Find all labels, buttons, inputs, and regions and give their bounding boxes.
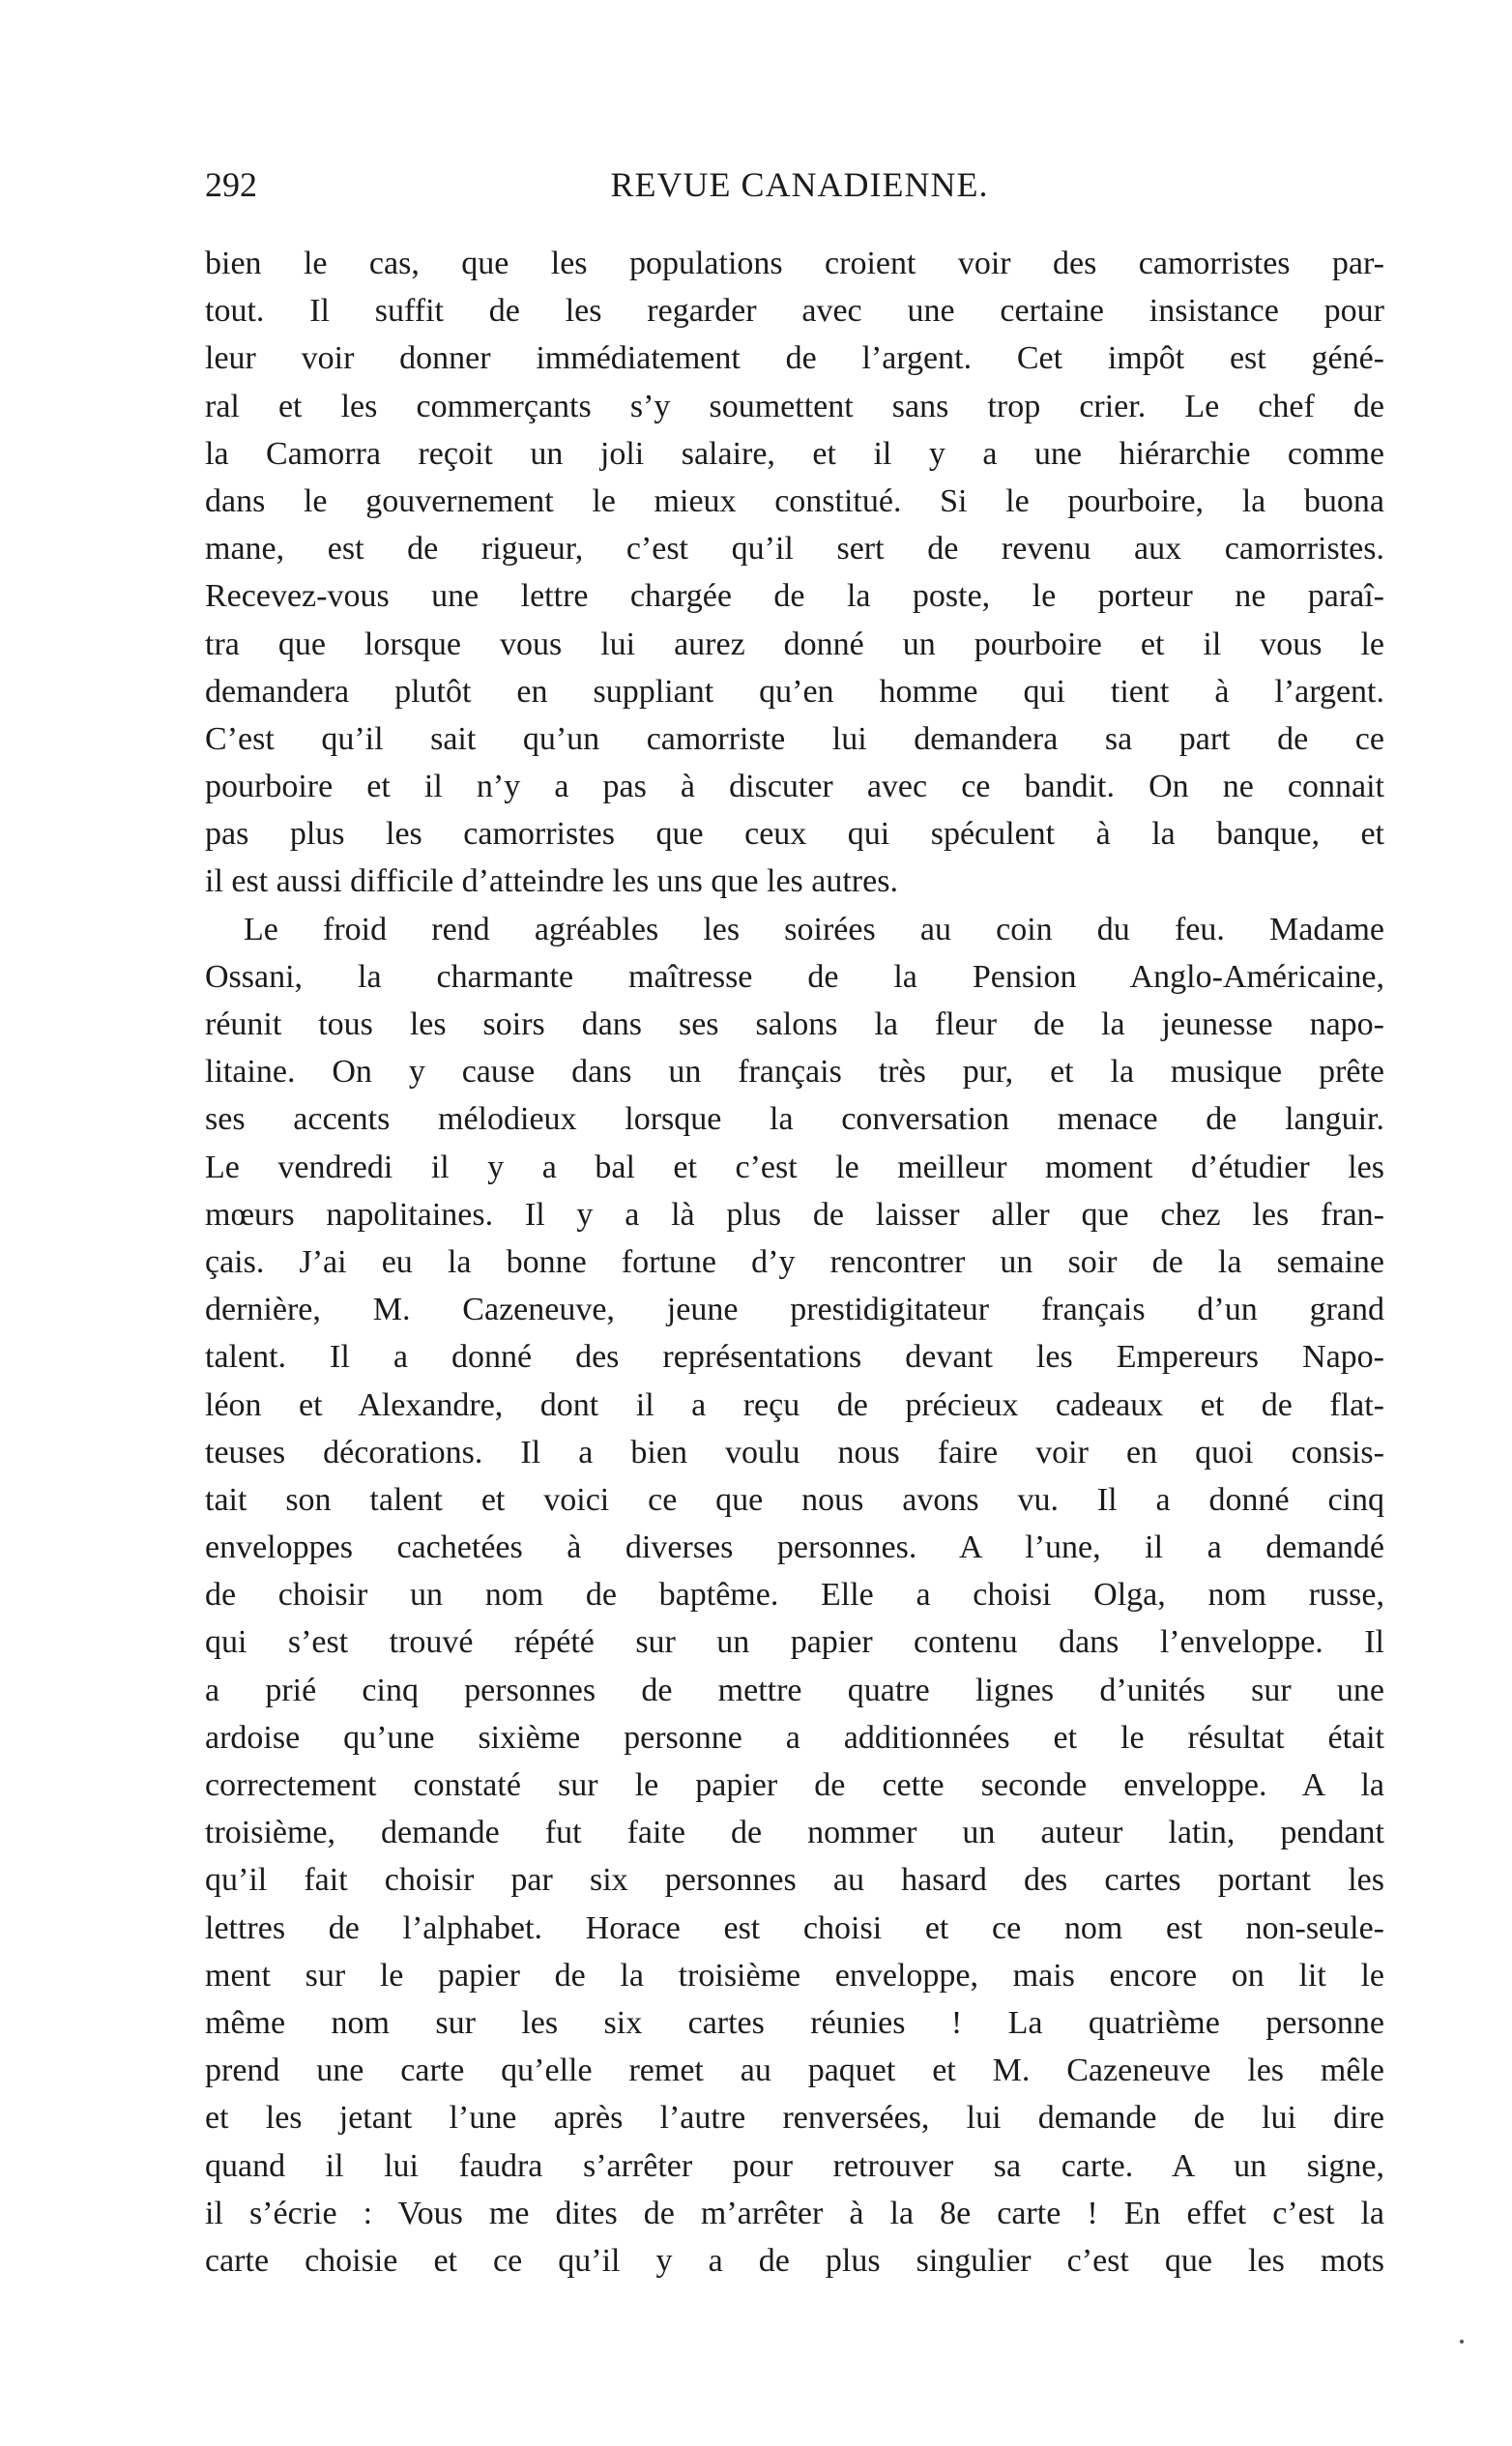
text-line: la Camorra reçoit un joli salaire, et il y a une hiérarchie comme [205, 435, 1384, 472]
text-line: Le vendredi il y a bal et c’est le meilleur moment d’étudier les [205, 1149, 1384, 1185]
text-line: Recevez-vous une lettre chargée de la poste, le porteur ne paraî- [205, 578, 1384, 615]
page-number: 292 [205, 165, 257, 204]
text-line: C’est qu’il sait qu’un camorriste lui demandera sa part de ce [205, 720, 1384, 757]
text-line: léon et Alexandre, dont il a reçu de précieux cadeaux et de flat- [205, 1386, 1384, 1423]
running-head: REVUE CANADIENNE. [610, 165, 989, 204]
text-line: lettres de l’alphabet. Horace est choisi et ce nom est non-seule- [205, 1909, 1384, 1946]
text-line: çais. J’ai eu la bonne fortune d’y rencontrer un soir de la semaine [205, 1243, 1384, 1280]
text-line: correctement constaté sur le papier de cette seconde enveloppe. A la [205, 1767, 1384, 1803]
text-line: tout. Il suffit de les regarder avec une certaine insistance pour [205, 293, 1384, 330]
text-line: ral et les commerçants s’y soumettent sans trop crier. Le chef de [205, 388, 1384, 424]
text-line: pas plus les camorristes que ceux qui spéculent à la banque, et [205, 816, 1384, 853]
page-header [205, 162, 1394, 207]
text-line: Ossani, la charmante maîtresse de la Pension Anglo-Américaine, [205, 958, 1384, 995]
text-line: bien le cas, que les populations croient voir des camorristes par- [205, 246, 1384, 281]
text-line: troisième, demande fut faite de nommer un auteur latin, pendant [205, 1815, 1384, 1851]
text-line: même nom sur les six cartes réunies ! La quatrième personne [205, 2004, 1384, 2041]
text-line: ment sur le papier de la troisième enveloppe, mais encore on lit le [205, 1957, 1384, 1994]
text-line: tra que lorsque vous lui aurez donné un pourboire et il vous le [205, 626, 1384, 662]
text-line: carte choisie et ce qu’il y a de plus singulier c’est que les mots [205, 2242, 1384, 2279]
text-line: pourboire et il n’y a pas à discuter avec ce bandit. On ne connait [205, 769, 1384, 805]
text-line: qui s’est trouvé répété sur un papier contenu dans l’enveloppe. Il [205, 1624, 1384, 1661]
text-line: qu’il fait choisir par six personnes au hasard des cartes portant les [205, 1862, 1384, 1899]
text-line: prend une carte qu’elle remet au paquet et M. Cazeneuve les mêle [205, 2053, 1384, 2089]
text-line: ses accents mélodieux lorsque la conversation menace de languir. [205, 1101, 1384, 1138]
text-line: réunit tous les soirs dans ses salons la fleur de la jeunesse napo- [205, 1006, 1384, 1042]
text-line: dans le gouvernement le mieux constitué. Si le pourboire, la buona [205, 482, 1384, 519]
text-line: mane, est de rigueur, c’est qu’il sert de revenu aux camorristes. [205, 531, 1384, 568]
text-line: de choisir un nom de baptême. Elle a choisi Olga, nom russe, [205, 1577, 1384, 1614]
text-line: il s’écrie : Vous me dites de m’arrêter à la 8e carte ! En effet c’est la [205, 2195, 1384, 2231]
body-text [205, 240, 1384, 2285]
text-line: quand il lui faudra s’arrêter pour retrouver sa carte. A un signe, [205, 2147, 1384, 2184]
text-line: mœurs napolitaines. Il y a là plus de laisser aller que chez les fran- [205, 1196, 1384, 1233]
text-line: teuses décorations. Il a bien voulu nous faire voir en quoi consis- [205, 1434, 1384, 1471]
text-line: enveloppes cachetées à diverses personnes. A l’une, il a demandé [205, 1529, 1384, 1566]
text-line: litaine. On y cause dans un français très pur, et la musique prête [205, 1054, 1384, 1091]
print-speck [1460, 2340, 1464, 2344]
text-line: Le froid rend agréables les soirées au coin du feu. Madame [244, 911, 1384, 947]
text-line: talent. Il a donné des représentations devant les Empereurs Napo- [205, 1339, 1384, 1376]
text-line: ardoise qu’une sixième personne a additionnées et le résultat était [205, 1719, 1384, 1756]
text-line: leur voir donner immédiatement de l’argent. Cet impôt est géné- [205, 340, 1384, 377]
text-line: demandera plutôt en suppliant qu’en homme qui tient à l’argent. [205, 673, 1384, 710]
text-line: dernière, M. Cazeneuve, jeune prestidigitateur français d’un grand [205, 1292, 1384, 1328]
text-line: tait son talent et voici ce que nous avons vu. Il a donné cinq [205, 1481, 1384, 1518]
text-line: a prié cinq personnes de mettre quatre lignes d’unités sur une [205, 1672, 1384, 1708]
text-line: et les jetant l’une après l’autre renversées, lui demande de lui dire [205, 2100, 1384, 2137]
text-line: il est aussi difficile d’atteindre les uns que les autres. [205, 863, 898, 900]
